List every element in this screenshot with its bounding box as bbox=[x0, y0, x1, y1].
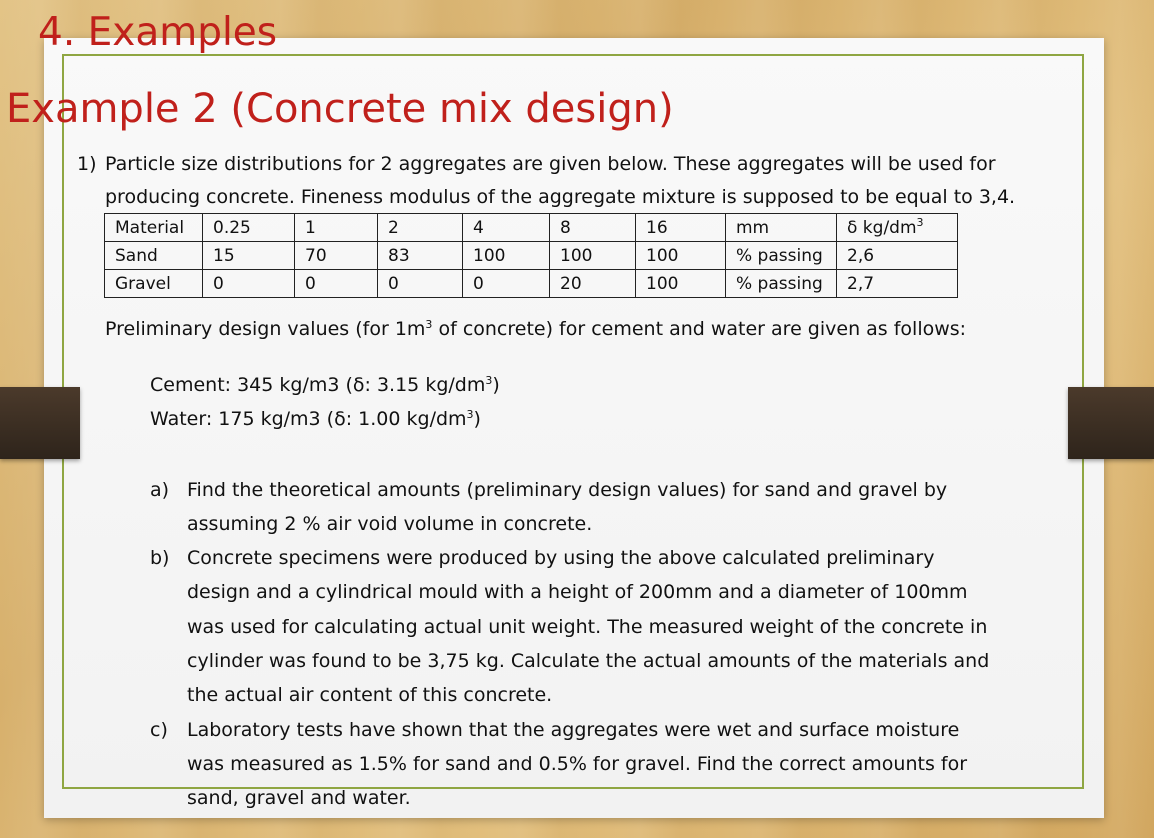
question-b-label: b) bbox=[150, 547, 170, 569]
table-cell: 2,7 bbox=[837, 270, 958, 298]
cement-sup: 3 bbox=[485, 374, 493, 387]
water-line bbox=[150, 408, 481, 430]
table-row-gravel bbox=[105, 270, 958, 298]
table-cell: 100 bbox=[463, 242, 550, 270]
question-a-line-2: assuming 2 % air void volume in concrete. bbox=[187, 513, 593, 535]
question-b-line-2: design and a cylindrical mould with a height of 200mm and a diameter of 100mm bbox=[187, 581, 968, 603]
table-cell: Sand bbox=[105, 242, 203, 270]
binder-clip-right bbox=[1068, 387, 1154, 459]
cement-close: ) bbox=[492, 374, 500, 396]
preliminary-sup: 3 bbox=[425, 318, 433, 331]
question-c-line-3: sand, gravel and water. bbox=[187, 787, 411, 809]
slide-subtitle: Example 2 (Concrete mix design) bbox=[6, 86, 674, 132]
table-cell: Material bbox=[105, 214, 203, 242]
water-close: ) bbox=[473, 408, 481, 430]
sieve-table bbox=[104, 213, 958, 298]
table-cell: 2 bbox=[378, 214, 463, 242]
preliminary-text-before: Preliminary design values (for 1m bbox=[105, 318, 426, 340]
table-cell: 83 bbox=[378, 242, 463, 270]
table-header-row bbox=[105, 214, 958, 242]
table-cell-density-header bbox=[837, 214, 958, 242]
table-cell: 0 bbox=[295, 270, 378, 298]
table-cell: 2,6 bbox=[837, 242, 958, 270]
density-header-text: δ kg/dm bbox=[847, 217, 917, 238]
question-a-line-1: Find the theoretical amounts (preliminary design values) for sand and gravel by bbox=[187, 479, 948, 501]
question-b-line-4: cylinder was found to be 3,75 kg. Calculate the actual amounts of the materials and bbox=[187, 650, 990, 672]
binder-clip-left bbox=[0, 387, 80, 459]
water-sup: 3 bbox=[466, 408, 474, 421]
question-c-label: c) bbox=[150, 719, 168, 741]
question-a-label: a) bbox=[150, 479, 170, 501]
table-cell: 70 bbox=[295, 242, 378, 270]
table-cell: 20 bbox=[550, 270, 636, 298]
table-cell: mm bbox=[726, 214, 837, 242]
table-row-sand bbox=[105, 242, 958, 270]
question-c-line-1: Laboratory tests have shown that the aggregates were wet and surface moisture bbox=[187, 719, 960, 741]
table-cell: 100 bbox=[636, 242, 726, 270]
table-cell: 0 bbox=[378, 270, 463, 298]
problem-line-2: producing concrete. Fineness modulus of the aggregate mixture is supposed to be equal to 3,4. bbox=[105, 186, 1016, 208]
table-cell: 0 bbox=[203, 270, 295, 298]
density-header-sup: 3 bbox=[916, 215, 924, 229]
question-b-line-1: Concrete specimens were produced by using the above calculated preliminary bbox=[187, 547, 935, 569]
question-b-line-3: was used for calculating actual unit weight. The measured weight of the concrete in bbox=[187, 616, 988, 638]
preliminary-text bbox=[105, 318, 966, 340]
cement-line bbox=[150, 374, 500, 396]
table-cell: % passing bbox=[726, 270, 837, 298]
table-cell: 0 bbox=[463, 270, 550, 298]
question-b-line-5: the actual air content of this concrete. bbox=[187, 684, 553, 706]
table-cell: 16 bbox=[636, 214, 726, 242]
table-cell: 0.25 bbox=[203, 214, 295, 242]
problem-number: 1) bbox=[77, 153, 97, 175]
slide-title: 4. Examples bbox=[38, 10, 278, 55]
table-cell: 1 bbox=[295, 214, 378, 242]
preliminary-text-after: of concrete) for cement and water are given as follows: bbox=[432, 318, 967, 340]
table-cell: 8 bbox=[550, 214, 636, 242]
cement-text: Cement: 345 kg/m3 (δ: 3.15 kg/dm bbox=[150, 374, 486, 396]
table-cell: 100 bbox=[550, 242, 636, 270]
problem-line-1: Particle size distributions for 2 aggregates are given below. These aggregates will be used for bbox=[105, 153, 996, 175]
table-cell: 4 bbox=[463, 214, 550, 242]
water-text: Water: 175 kg/m3 (δ: 1.00 kg/dm bbox=[150, 408, 467, 430]
question-c-line-2: was measured as 1.5% for sand and 0.5% for gravel. Find the correct amounts for bbox=[187, 753, 968, 775]
table-cell: % passing bbox=[726, 242, 837, 270]
table-cell: 100 bbox=[636, 270, 726, 298]
table-cell: 15 bbox=[203, 242, 295, 270]
table-cell: Gravel bbox=[105, 270, 203, 298]
